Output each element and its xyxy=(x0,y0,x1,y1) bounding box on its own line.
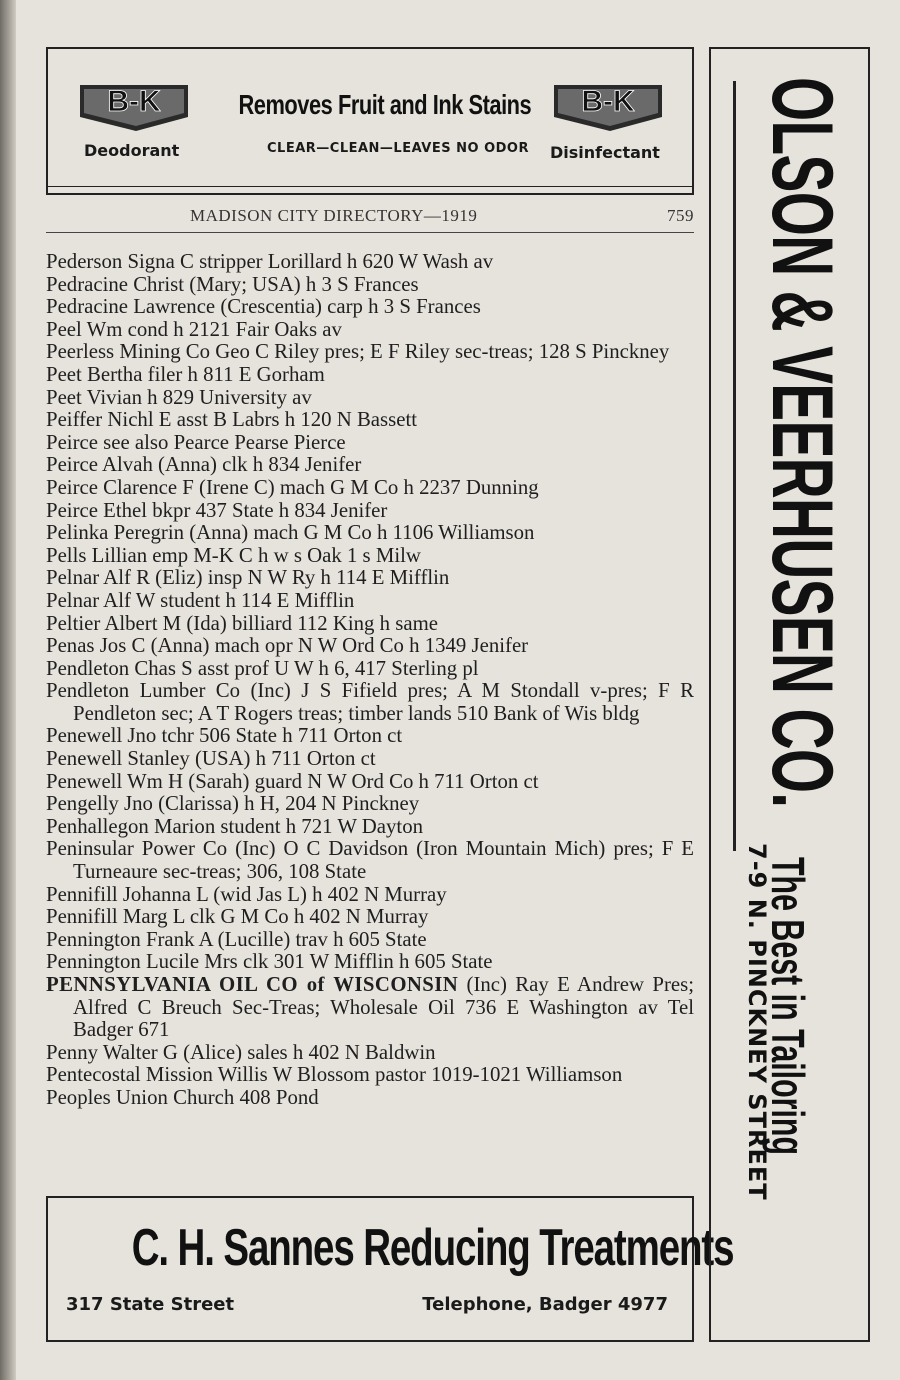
directory-entry: Pennifill Marg L clk G M Co h 402 N Murray xyxy=(46,905,429,929)
bottom-ad-name: C. H. Sannes Reducing Treatments xyxy=(131,1219,734,1277)
bk-logo-left-text: B-K xyxy=(107,85,161,118)
directory-entry: Peel Wm cond h 2121 Fair Oaks av xyxy=(46,317,342,341)
top-ad-right-label: Disinfectant xyxy=(550,143,660,162)
directory-entry: Penny Walter G (Alice) sales h 402 N Baldwin xyxy=(46,1040,436,1064)
directory-entry: Pennifill Johanna L (wid Jas L) h 402 N Murray xyxy=(46,882,447,906)
directory-entry: Penhallegon Marion student h 721 W Dayton xyxy=(46,814,423,838)
directory-entry: Penas Jos C (Anna) mach opr N W Ord Co h 1349 Jenifer xyxy=(46,634,529,658)
directory-entry: Pengelly Jno (Clarissa) h H, 204 N Pinckney xyxy=(46,792,420,816)
directory-entry: Penewell Wm H (Sarah) guard N W Ord Co h 711 Orton ct xyxy=(46,769,539,793)
top-ad-tagline: CLEAR—CLEAN—LEAVES NO ODOR xyxy=(267,141,529,156)
directory-entry: Peltier Albert M (Ida) billiard 112 King h same xyxy=(46,611,438,635)
directory-entry: Pelnar Alf R (Eliz) insp N W Ry h 114 E Mifflin xyxy=(46,566,450,590)
bk-logo-left xyxy=(76,77,194,133)
side-ad-company: OLSON & VEERHUSEN CO. xyxy=(754,77,850,808)
directory-entry: Pedracine Christ (Mary; USA) h 3 S Frances xyxy=(46,272,419,296)
directory-entry: Pennington Frank A (Lucille) trav h 605 State xyxy=(46,927,427,951)
header-rule xyxy=(46,232,694,233)
bottom-ad-address: 317 State Street xyxy=(66,1294,235,1315)
bottom-advertisement xyxy=(46,1196,734,1342)
page-number: 759 xyxy=(667,206,694,225)
directory-entry: Pelinka Peregrin (Anna) mach G M Co h 1106 Williamson xyxy=(46,521,535,545)
bk-logo-right xyxy=(550,77,668,133)
side-ad-address: 7-9 N. PINCKNEY STREET xyxy=(743,843,771,1201)
featured-entry-details: (Inc) Ray E Andrew Pres; Alfred C Breuch Sec-Treas; Wholesale Oil 736 E Washington av Tel Badger 671 xyxy=(73,973,694,1042)
side-ad-slogan: The Best in Tailoring xyxy=(762,857,814,1156)
top-ad-left-label: Deodorant xyxy=(84,141,180,160)
top-ad-headline: Removes Fruit and Ink Stains xyxy=(238,89,532,120)
top-advertisement xyxy=(46,47,694,195)
directory-entry: Peirce see also Pearce Pearse Pierce xyxy=(46,430,346,454)
directory-entry: Peirce Ethel bkpr 437 State h 834 Jenifer xyxy=(46,498,388,522)
directory-entry: Penewell Stanley (USA) h 711 Orton ct xyxy=(46,747,376,771)
directory-entry: Pederson Signa C stripper Lorillard h 620 W Wash av xyxy=(46,250,494,273)
directory-entry: Peirce Alvah (Anna) clk h 834 Jenifer xyxy=(46,453,362,477)
directory-entry: Penewell Jno tchr 506 State h 711 Orton ct xyxy=(46,724,403,748)
bottom-ad-telephone: Telephone, Badger 4977 xyxy=(422,1294,668,1315)
side-ad-rule xyxy=(733,81,736,851)
binding-gutter xyxy=(0,0,16,1380)
directory-title: MADISON CITY DIRECTORY—1919 xyxy=(190,206,478,225)
directory-entry: Pentecostal Mission Willis W Blossom pastor 1019-1021 Williamson xyxy=(46,1063,623,1087)
directory-entry: Pendleton Chas S asst prof U W h 6, 417 Sterling pl xyxy=(46,656,479,680)
directory-entry: Pendleton Lumber Co (Inc) J S Fifield pres; A M Stondall v-pres; F R Pendleton sec; A T Rogers treas; timber lands 510 Bank of Wis bldg xyxy=(46,679,694,725)
directory-entry: Peoples Union Church 408 Pond xyxy=(46,1085,319,1109)
directory-entries xyxy=(46,251,694,1110)
bk-logo-right-text: B-K xyxy=(581,85,635,118)
directory-entry: Pells Lillian emp M-K C h w s Oak 1 s Milw xyxy=(46,543,421,567)
directory-entry: Peerless Mining Co Geo C Riley pres; E F Riley sec-treas; 128 S Pinckney xyxy=(46,340,670,364)
directory-entry: Pedracine Lawrence (Crescentia) carp h 3 S Frances xyxy=(46,295,481,319)
directory-entry: Peet Vivian h 829 University av xyxy=(46,385,312,409)
side-advertisement xyxy=(709,47,870,1342)
featured-entry-name: PENNSYLVANIA OIL CO of WISCONSIN xyxy=(46,973,459,996)
directory-entry: Peet Bertha filer h 811 E Gorham xyxy=(46,362,325,386)
directory-entry: Peiffer Nichl E asst B Labrs h 120 N Bassett xyxy=(46,408,418,432)
directory-entry: Peninsular Power Co (Inc) O C Davidson (Iron Mountain Mich) pres; F E Turneaure sec-treas; 306, 108 State xyxy=(46,837,694,884)
directory-entry: Peirce Clarence F (Irene C) mach G M Co h 2237 Dunning xyxy=(46,475,539,499)
directory-entry: Pelnar Alf W student h 114 E Mifflin xyxy=(46,588,355,612)
directory-entry-featured xyxy=(46,974,694,1042)
directory-entry: Pennington Lucile Mrs clk 301 W Mifflin h 605 State xyxy=(46,950,493,974)
